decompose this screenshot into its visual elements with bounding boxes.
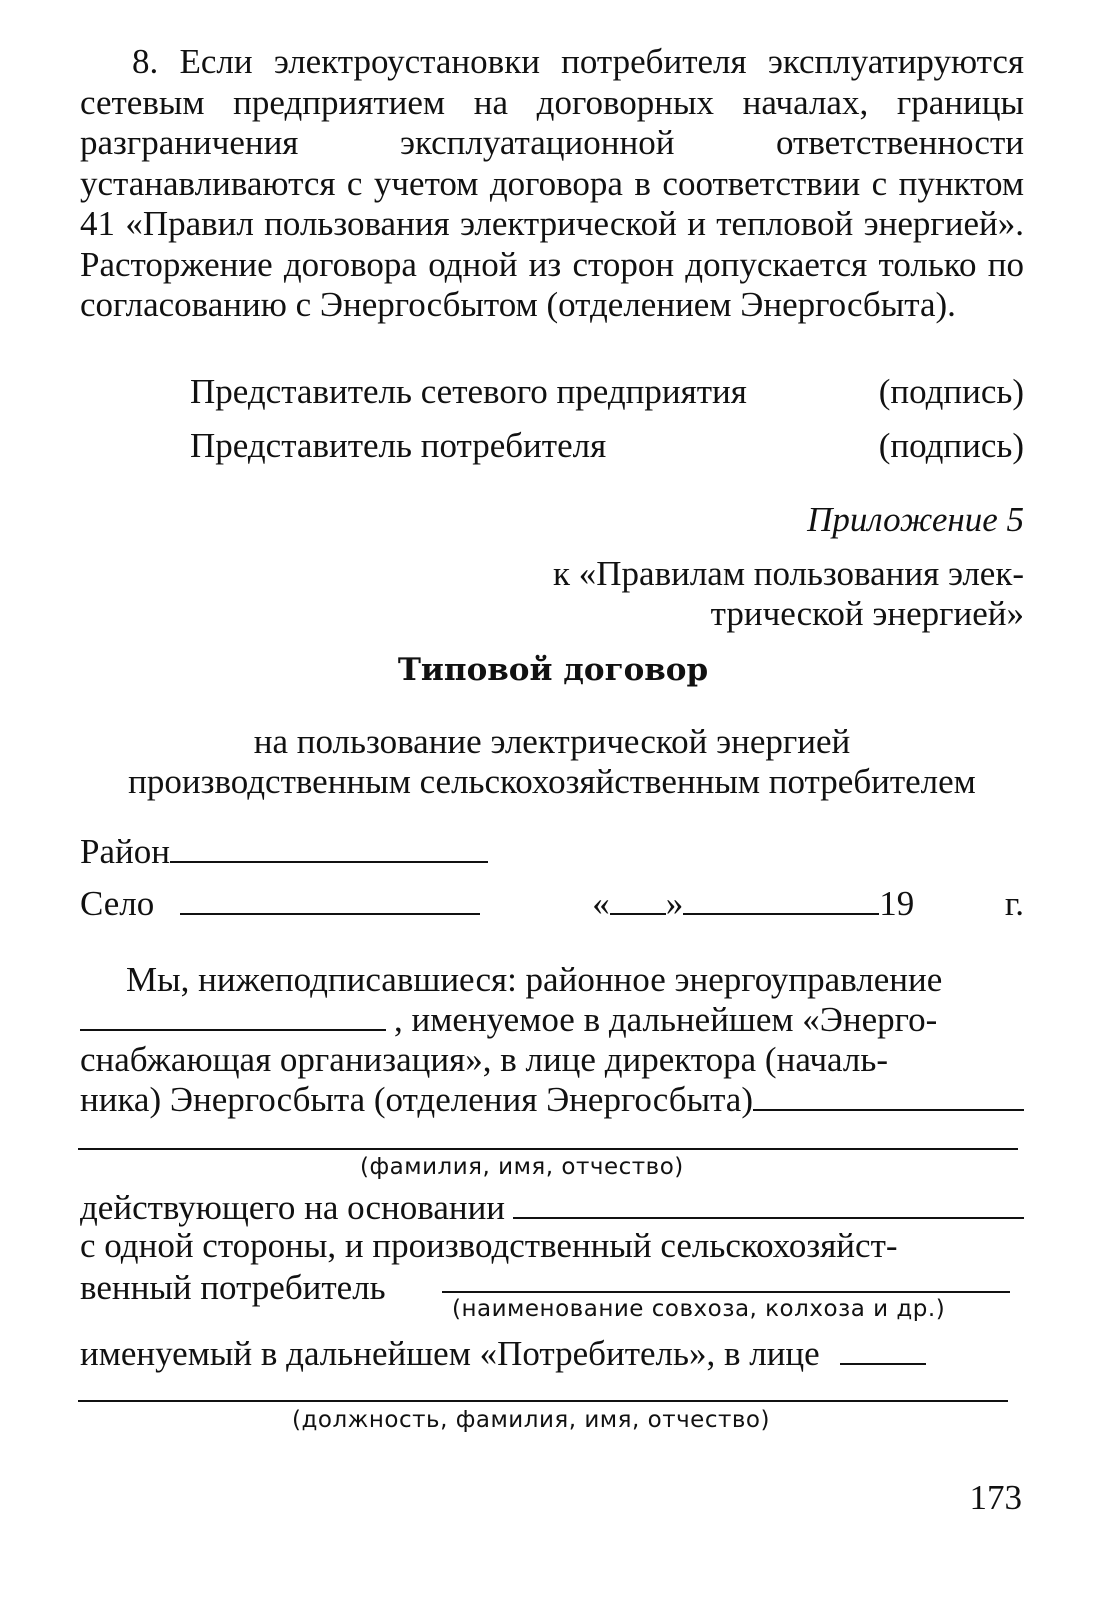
contract-title: Типовой договор [397, 652, 709, 688]
acting-basis-row [80, 1188, 1024, 1228]
signature-role: Представитель потребителя [190, 426, 607, 465]
signature-label: (подпись) [878, 372, 1024, 411]
signature-label: (подпись) [878, 426, 1024, 465]
village-date-row [80, 884, 1024, 924]
director-name-line[interactable] [753, 1109, 1024, 1111]
district-input-line[interactable] [170, 861, 488, 863]
position-line[interactable] [78, 1400, 1008, 1402]
one-side-line: с одной стороны, и производственный сельскохозяйст- [80, 1226, 898, 1265]
intro-line2 [80, 1000, 1024, 1040]
district-field [80, 832, 488, 872]
consumer-name-line[interactable] [442, 1291, 1010, 1293]
village-label: Село [80, 884, 155, 923]
fio-line[interactable] [78, 1148, 1018, 1150]
appendix-label: Приложение 5 [807, 500, 1024, 539]
consumer-label: венный потребитель [80, 1268, 386, 1307]
consumer-row [80, 1268, 386, 1308]
acting-basis-label: действующего на основании [80, 1188, 506, 1227]
intro-line4-text: ника) Энергосбыта (отделения Энергосбыта) [80, 1080, 753, 1119]
caption-fio: (фамилия, имя, отчество) [360, 1154, 684, 1180]
date-open-quote: « [592, 884, 610, 923]
contract-subtitle-line1: на пользование электрической энергией [253, 722, 851, 761]
page-number: 173 [969, 1478, 1022, 1517]
intro-line2-text: , именуемое в дальнейшем «Энерго- [394, 1000, 938, 1039]
signature-role: Представитель сетевого предприятия [190, 372, 747, 411]
contract-subtitle-line2: производственным сельскохозяйственным потребителем [128, 762, 976, 801]
energy-administration-line[interactable] [80, 1029, 386, 1031]
caption-org: (наименование совхоза, колхоза и др.) [452, 1296, 946, 1322]
village-input-line[interactable] [180, 913, 480, 915]
signature-consumer [190, 426, 1024, 466]
date-close-quote: » [665, 884, 684, 923]
named-consumer-row [80, 1334, 1024, 1374]
appendix-reference-line2: трической энергией» [710, 594, 1024, 633]
year-prefix: 19 [879, 884, 915, 923]
intro-line4 [80, 1080, 1024, 1120]
year-suffix: г. [1004, 884, 1024, 923]
contract-subtitle [80, 722, 1024, 802]
section-8-text: Если электроустановки потребителя эксплуатируются сетевым предприятием на договорных началах, границы разграничения эксплуатационной ответственности устанавливаются с учетом договора в соответствии с пунктом 41 «Правил пользования электрической и тепловой энергией». Расторжение договора одной из сторон допускается только по согласованию с Энергосбытом (отделением Энергосбыта). [80, 42, 1024, 324]
district-label: Район [80, 832, 170, 871]
section-8-number: 8. [132, 42, 159, 81]
intro-line3: снабжающая организация», в лице директора (началь- [80, 1040, 888, 1079]
signature-network-enterprise [190, 372, 1024, 412]
section-8-paragraph [80, 42, 1024, 326]
appendix-reference-line1: к «Правилам пользования элек- [553, 554, 1024, 593]
contract-intro [80, 960, 1024, 1120]
date-day-line[interactable] [610, 913, 666, 915]
named-consumer-label: именуемый в дальнейшем «Потребитель», в лице [80, 1334, 820, 1373]
caption-position: (должность, фамилия, имя, отчество) [292, 1407, 770, 1433]
date-month-line[interactable] [683, 913, 879, 915]
intro-line1 [80, 960, 1024, 1000]
intro-line1-text: Мы, нижеподписавшиеся: районное энергоуправление [126, 960, 943, 999]
acting-basis-line[interactable] [513, 1217, 1024, 1219]
appendix-reference [553, 554, 1024, 634]
named-consumer-line[interactable] [840, 1363, 926, 1365]
